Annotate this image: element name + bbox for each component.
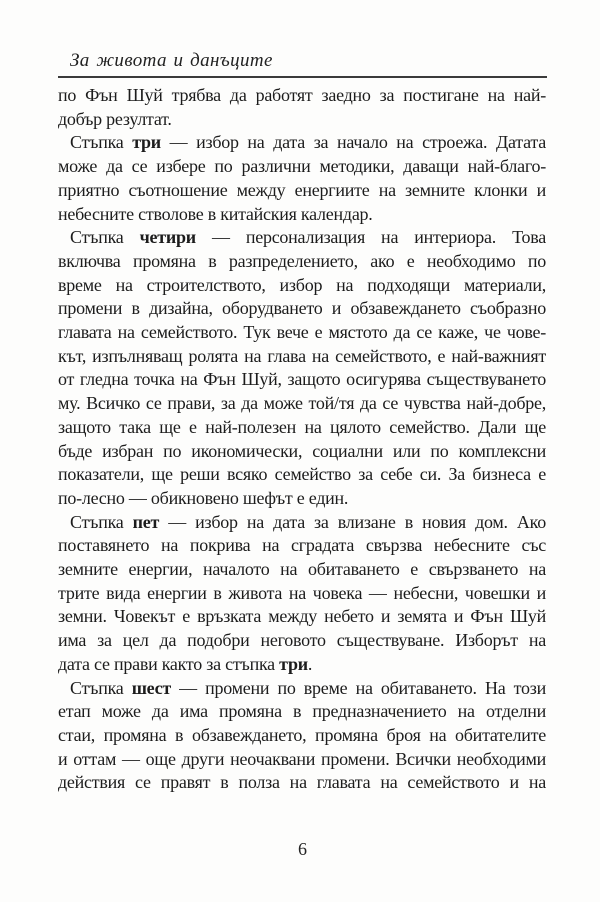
text-line [58, 84, 546, 108]
text-line [58, 605, 546, 629]
paragraph [58, 677, 546, 796]
text-run: бъде избран по икономически, социални или по комплексни [58, 440, 546, 461]
text-line [58, 131, 546, 155]
running-header [58, 51, 547, 78]
text-run: от гледна точка на Фън Шуй, защото осигурява съществуването [58, 369, 546, 390]
text-line [58, 440, 546, 464]
text-run: действия се правят в полза на главата на семейството и на [58, 772, 546, 793]
text-run: защото така ще е най-полезен на цялото семейство. Дали ще [58, 416, 546, 437]
text-run: има за цел да подобри неговото съществуване. Изборът на [58, 630, 546, 651]
text-line [58, 321, 546, 345]
text-line [58, 771, 546, 795]
text-run: трите вида енергии в живота на човека — небесни, човешки и [58, 582, 546, 603]
text-run: земни. Човекът е връзката между небето и земята и Фън Шуй [58, 606, 546, 627]
text-run: дата се прави както за стъпка [58, 653, 280, 674]
text-run: добър резултат. [58, 108, 172, 129]
text-line [58, 582, 546, 606]
text-run: — персонализация на интериора. Това [195, 227, 546, 248]
paragraph [58, 511, 546, 677]
text-line [58, 250, 546, 274]
text-run: етап може да има промяна в предназначението на отделни [58, 701, 546, 722]
text-run: стаи, промяна в обзавеждането, промяна броя на обитателите [58, 724, 546, 745]
text-line [58, 297, 546, 321]
text-line [58, 155, 546, 179]
text-run: — промени по време на обитаването. На този [170, 677, 546, 698]
text-run: промени в дизайна, оборудването и обзавеждането съобразно [58, 298, 546, 319]
text-run: земните енергии, началото на обитаването е свързването на [58, 559, 546, 580]
text-line [58, 463, 546, 487]
text-run: Стъпка [70, 132, 133, 153]
text-line [58, 558, 546, 582]
text-line [58, 226, 546, 250]
bold-text-run: шест [131, 677, 171, 698]
text-line [58, 511, 546, 535]
bold-text-run: четири [139, 227, 196, 248]
text-line [58, 416, 546, 440]
page-number: 6 [298, 839, 307, 859]
text-run: Стъпка [70, 511, 133, 532]
text-line [58, 274, 546, 298]
text-line [58, 748, 546, 772]
text-run: — избор на дата за начало на строежа. Датата [160, 132, 546, 153]
bold-text-run: три [132, 132, 161, 153]
text-line [58, 203, 546, 227]
paragraph [58, 84, 546, 131]
text-run: му. Всичко се прави, за да може той/тя да се чувства най-добре, [58, 393, 546, 414]
text-run: приятно съотношение между енергиите на земните клонки и [58, 179, 546, 200]
text-run: и оттам — още други неочаквани промени. Всички необходими [58, 748, 546, 769]
text-line [58, 368, 546, 392]
text-line [58, 629, 546, 653]
text-run: поставянето на покрива на сградата свързва небесните със [58, 535, 546, 556]
text-run: . [307, 653, 313, 674]
text-run: Стъпка [70, 227, 140, 248]
text-run: по Фън Шуй трябва да работят заедно за постигане на най- [58, 85, 546, 105]
body-text [58, 84, 546, 795]
text-line [58, 487, 546, 511]
text-line [58, 534, 546, 558]
page-footer [58, 839, 547, 860]
header-title: За живота и данъците [70, 50, 273, 71]
text-run: показатели, ще реши всяко семейство за себе си. За бизнеса е [58, 464, 546, 485]
text-line [58, 724, 546, 748]
text-run: Стъпка [70, 677, 132, 698]
text-line [58, 677, 546, 701]
text-run: кът, изпълняващ ролята на глава на семейството, е най-важният [58, 345, 546, 366]
text-run: може да се избере по различни методики, даващи най-благо- [58, 156, 546, 177]
text-run: — избор на дата за влизане в новия дом. Ако [159, 511, 546, 532]
text-line [58, 392, 546, 416]
text-run: време на строителството, избор на подходящи материали, [58, 274, 546, 295]
text-line [58, 700, 546, 724]
text-run: по-лесно — обикновено шефът е един. [58, 487, 349, 508]
text-line [58, 179, 546, 203]
paragraph [58, 131, 546, 226]
text-run: главата на семейството. Тук вече е мястото да се каже, че чове- [58, 322, 546, 343]
paragraph [58, 226, 546, 510]
text-run: включва промяна в разпределението, ако е необходимо по [58, 250, 546, 271]
text-line [58, 653, 546, 677]
text-line [58, 108, 546, 132]
text-run: небесните стволове в китайския календар. [58, 203, 373, 224]
bold-text-run: пет [132, 511, 160, 532]
text-line [58, 345, 546, 369]
bold-text-run: три [279, 653, 308, 674]
